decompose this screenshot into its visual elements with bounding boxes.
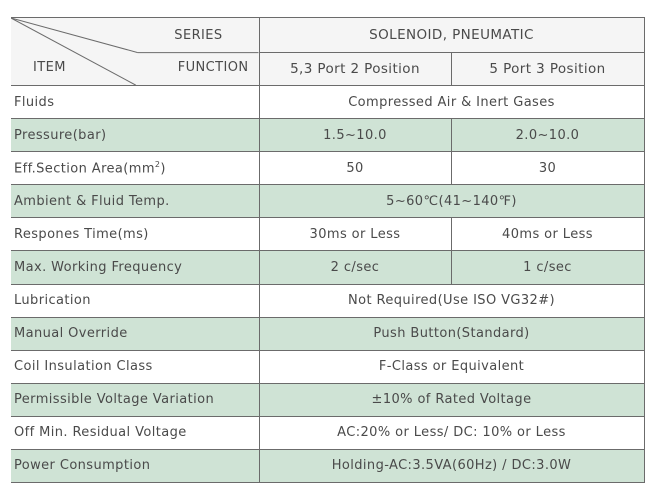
function-col2: 5 Port 3 Position	[451, 53, 644, 86]
row-value-col2: 1 c/sec	[451, 251, 644, 284]
row-value: Compressed Air & Inert Gases	[259, 86, 644, 119]
row-label: Permissible Voltage Variation	[11, 383, 259, 416]
series-value: SOLENOID, PNEUMATIC	[259, 18, 644, 53]
row-residual-voltage	[11, 416, 644, 449]
row-label: Power Consumption	[11, 449, 259, 482]
row-value-col1: 30ms or Less	[259, 218, 451, 251]
row-label: Coil Insulation Class	[11, 350, 259, 383]
row-value: Push Button(Standard)	[259, 317, 644, 350]
row-value: Not Required(Use ISO VG32#)	[259, 284, 644, 317]
row-pressure	[11, 119, 644, 152]
row-value: AC:20% or Less/ DC: 10% or Less	[259, 416, 644, 449]
row-value-col1: 2 c/sec	[259, 251, 451, 284]
row-value-col1: 1.5~10.0	[259, 119, 451, 152]
row-label-superscript: 2	[154, 160, 161, 170]
header-row-series	[11, 18, 644, 53]
row-lubrication	[11, 284, 644, 317]
row-eff-section-area	[11, 152, 644, 185]
row-label: Max. Working Frequency	[11, 251, 259, 284]
header-corner-cell	[11, 18, 259, 86]
row-voltage-variation	[11, 383, 644, 416]
row-value: F-Class or Equivalent	[259, 350, 644, 383]
row-max-frequency	[11, 251, 644, 284]
row-label: Manual Override	[11, 317, 259, 350]
row-label-suffix: )	[160, 161, 166, 177]
row-power-consumption	[11, 449, 644, 482]
row-fluids	[11, 86, 644, 119]
row-value-col2: 2.0~10.0	[451, 119, 644, 152]
series-label: SERIES	[174, 28, 223, 43]
row-response-time	[11, 218, 644, 251]
row-label: Respones Time(ms)	[11, 218, 259, 251]
row-label: Fluids	[11, 86, 259, 119]
row-ambient-temp	[11, 185, 644, 218]
row-label: Lubrication	[11, 284, 259, 317]
row-label-prefix: Eff.Section Area(mm	[14, 161, 155, 177]
row-value-col2: 40ms or Less	[451, 218, 644, 251]
item-label: ITEM	[33, 60, 66, 75]
specification-table	[11, 17, 645, 483]
row-label: Ambient & Fluid Temp.	[11, 185, 259, 218]
function-col1: 5,3 Port 2 Position	[259, 53, 451, 86]
row-value: Holding-AC:3.5VA(60Hz) / DC:3.0W	[259, 449, 644, 482]
row-value: 5~60℃(41~140℉)	[259, 185, 644, 218]
row-value: ±10% of Rated Voltage	[259, 383, 644, 416]
row-label: Off Min. Residual Voltage	[11, 416, 259, 449]
row-coil-insulation	[11, 350, 644, 383]
row-label	[11, 152, 259, 185]
row-value-col1: 50	[259, 152, 451, 185]
row-value-col2: 30	[451, 152, 644, 185]
row-manual-override	[11, 317, 644, 350]
function-label: FUNCTION	[177, 60, 249, 75]
row-label: Pressure(bar)	[11, 119, 259, 152]
